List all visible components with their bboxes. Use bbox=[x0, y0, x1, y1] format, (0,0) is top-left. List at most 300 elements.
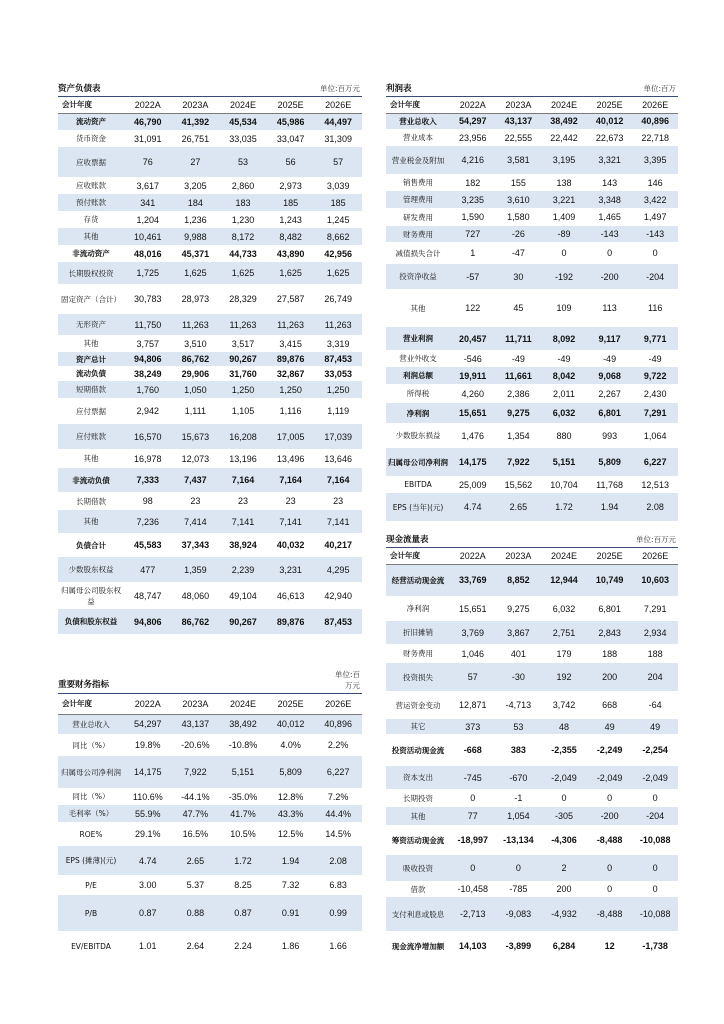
row-value: 45,371 bbox=[181, 248, 210, 259]
row-value: -668 bbox=[463, 745, 482, 755]
table-row bbox=[58, 130, 362, 147]
row-value: -2,254 bbox=[642, 745, 668, 755]
row-value: -745 bbox=[463, 772, 482, 783]
row-value: 0 bbox=[515, 863, 521, 873]
row-value: 10.5% bbox=[230, 829, 256, 839]
table-row bbox=[58, 147, 362, 177]
table-row bbox=[386, 174, 678, 191]
row-value: 200 bbox=[556, 884, 572, 894]
row-label: 筹资活动现金流 bbox=[391, 835, 445, 845]
row-value: 1,497 bbox=[643, 212, 667, 222]
row-value: 1,243 bbox=[279, 214, 302, 225]
table-row bbox=[386, 789, 678, 807]
row-label: 少数股东损益 bbox=[395, 431, 441, 440]
row-value: 19,911 bbox=[459, 370, 487, 381]
table-row bbox=[58, 381, 362, 398]
row-value: 1 bbox=[470, 248, 476, 258]
row-value: 2,942 bbox=[136, 406, 160, 416]
row-value: 7.32 bbox=[281, 880, 300, 890]
row-value: -20.6% bbox=[181, 740, 210, 750]
row-value: 7,414 bbox=[184, 516, 207, 527]
row-value: 5,809 bbox=[598, 457, 621, 467]
row-value: 1,204 bbox=[136, 214, 160, 225]
header-year: 2024E bbox=[550, 99, 577, 110]
row-value: 2.24 bbox=[234, 941, 252, 951]
row-value: 33,053 bbox=[324, 368, 352, 379]
row-label: 应收账款 bbox=[76, 181, 106, 190]
row-value: -10,458 bbox=[457, 884, 489, 894]
row-value: 0 bbox=[607, 248, 613, 258]
row-value: 0.87 bbox=[234, 908, 252, 918]
row-value: 1,580 bbox=[507, 212, 530, 222]
row-label: 其他 bbox=[83, 517, 99, 526]
row-value: 1,359 bbox=[184, 564, 207, 575]
row-value: 94,806 bbox=[134, 354, 162, 364]
row-value: -57 bbox=[466, 271, 480, 282]
table-row bbox=[386, 807, 678, 825]
header-year: 2024E bbox=[229, 99, 256, 110]
row-value: 15,651 bbox=[459, 408, 487, 418]
row-value: 185 bbox=[283, 197, 299, 208]
row-label: EPS (当年)(元) bbox=[392, 502, 444, 512]
header-year: 2022A bbox=[459, 550, 486, 561]
row-value: 53 bbox=[237, 157, 248, 167]
row-value: -204 bbox=[646, 811, 665, 821]
row-value: 89,876 bbox=[276, 616, 305, 627]
row-value: 1,236 bbox=[184, 214, 207, 225]
row-value: -2,049 bbox=[551, 772, 577, 783]
table-row bbox=[58, 366, 362, 381]
row-value: 5,151 bbox=[552, 457, 576, 467]
row-label: 其它 bbox=[410, 722, 426, 731]
table-header-row bbox=[58, 694, 362, 714]
row-value: 28,329 bbox=[229, 294, 257, 304]
row-value: 22,718 bbox=[641, 132, 669, 143]
cash-flow-table bbox=[386, 548, 678, 961]
row-value: -35.0% bbox=[228, 791, 258, 802]
cash-flow-title: 现金流量表 bbox=[386, 535, 429, 545]
row-value: 3,039 bbox=[326, 180, 350, 191]
row-value: 0 bbox=[652, 863, 658, 873]
row-value: 993 bbox=[602, 430, 618, 441]
row-value: 41,392 bbox=[181, 116, 210, 127]
row-value: 30 bbox=[513, 271, 524, 282]
row-value: 46,790 bbox=[134, 116, 162, 127]
table-row bbox=[58, 468, 362, 492]
row-value: 188 bbox=[602, 648, 618, 659]
row-value: 0.99 bbox=[329, 908, 347, 918]
table-row bbox=[386, 403, 678, 423]
row-value: 9,275 bbox=[507, 603, 530, 614]
row-value: 98 bbox=[142, 496, 153, 506]
key-ratios-titlebar bbox=[58, 664, 362, 694]
table-row bbox=[58, 895, 362, 931]
row-value: 23 bbox=[190, 496, 201, 506]
table-row bbox=[58, 510, 362, 533]
table-row bbox=[386, 226, 678, 242]
row-value: -8,488 bbox=[596, 909, 623, 919]
table-row bbox=[386, 476, 678, 493]
row-label: 毛利率（%） bbox=[68, 809, 114, 818]
table-row bbox=[386, 621, 678, 644]
row-value: 7,236 bbox=[136, 516, 160, 527]
row-value: -3,899 bbox=[505, 941, 532, 951]
row-value: 8.25 bbox=[234, 880, 252, 890]
row-value: 3,422 bbox=[643, 194, 667, 205]
table-row bbox=[58, 314, 362, 335]
row-value: 27 bbox=[190, 157, 201, 167]
balance-sheet-panel bbox=[58, 80, 362, 634]
row-value: 0 bbox=[470, 793, 476, 803]
income-statement-unit: 单位:百万 bbox=[643, 84, 676, 93]
row-value: 1.72 bbox=[555, 502, 573, 512]
row-value: 1,064 bbox=[643, 430, 667, 441]
row-label: 短期借款 bbox=[76, 385, 106, 394]
table-row bbox=[386, 663, 678, 691]
row-value: 113 bbox=[602, 303, 617, 313]
row-value: -4,306 bbox=[551, 835, 577, 845]
row-label: EV/EBITDA bbox=[71, 941, 111, 951]
row-value: 7,164 bbox=[326, 475, 350, 485]
row-value: 2.08 bbox=[329, 855, 347, 866]
row-value: 0 bbox=[561, 248, 567, 258]
row-value: 3.00 bbox=[139, 880, 157, 890]
row-value: 54,297 bbox=[134, 719, 162, 730]
header-year: 2026E bbox=[642, 99, 669, 110]
row-value: 0 bbox=[470, 863, 476, 873]
row-value: 110.6% bbox=[132, 791, 163, 802]
row-value: 122 bbox=[465, 303, 481, 313]
row-value: 40,896 bbox=[324, 719, 352, 730]
row-value: 90,267 bbox=[229, 354, 257, 364]
header-year: 2025E bbox=[596, 99, 623, 110]
row-value: 3,235 bbox=[461, 194, 485, 205]
table-row bbox=[58, 492, 362, 510]
row-label: 无形资产 bbox=[76, 320, 106, 329]
table-row bbox=[386, 113, 678, 129]
row-label: 少数股东权益 bbox=[68, 565, 114, 574]
row-label: 净利润 bbox=[406, 604, 430, 613]
row-value: 89,876 bbox=[276, 354, 305, 364]
row-value: 48 bbox=[558, 721, 569, 732]
row-value: -10,088 bbox=[639, 835, 671, 845]
row-value: 0.91 bbox=[281, 908, 300, 918]
row-value: 25,009 bbox=[459, 479, 487, 490]
row-value: 45,583 bbox=[134, 540, 162, 550]
row-value: 1,250 bbox=[326, 384, 350, 395]
row-value: 11,263 bbox=[324, 319, 352, 330]
table-row bbox=[58, 352, 362, 366]
table-row bbox=[386, 644, 678, 663]
row-value: -10.8% bbox=[228, 740, 258, 750]
row-label: 吸收投资 bbox=[403, 863, 433, 873]
row-label: 其他 bbox=[410, 303, 426, 313]
row-value: 40,012 bbox=[276, 719, 305, 730]
row-value: 38,924 bbox=[229, 540, 257, 550]
row-value: 7,164 bbox=[231, 475, 255, 485]
header-year: 2022A bbox=[134, 99, 161, 110]
row-value: 8,172 bbox=[231, 231, 255, 242]
table-row bbox=[58, 557, 362, 582]
header-year: 2023A bbox=[505, 99, 532, 110]
income-statement-table bbox=[386, 97, 678, 521]
row-value: -89 bbox=[557, 229, 571, 239]
row-value: 11,263 bbox=[229, 319, 257, 330]
row-value: 40,896 bbox=[641, 116, 669, 127]
row-label: 长期投资 bbox=[403, 793, 433, 803]
row-value: 40,032 bbox=[276, 540, 305, 550]
row-value: 2,386 bbox=[507, 388, 530, 399]
row-value: 1,625 bbox=[231, 268, 255, 278]
table-row bbox=[58, 788, 362, 805]
row-value: 1,050 bbox=[184, 384, 207, 395]
row-value: 5.37 bbox=[186, 880, 205, 890]
row-value: 7,437 bbox=[184, 475, 207, 485]
row-label: ROE% bbox=[79, 829, 103, 839]
row-value: 10,704 bbox=[550, 479, 578, 490]
table-row bbox=[58, 398, 362, 424]
row-label: 管理费用 bbox=[403, 195, 433, 204]
row-value: 2,430 bbox=[643, 388, 667, 399]
table-row bbox=[386, 264, 678, 289]
row-value: -49 bbox=[557, 353, 571, 364]
row-value: 15,673 bbox=[181, 431, 210, 442]
row-value: 87,453 bbox=[324, 616, 352, 627]
row-value: 12,871 bbox=[459, 700, 487, 710]
row-value: 40,012 bbox=[595, 116, 624, 127]
row-value: 1,409 bbox=[552, 212, 576, 222]
row-label: 应付账款 bbox=[76, 432, 106, 441]
table-row bbox=[58, 822, 362, 846]
row-label: 支付利息或股息 bbox=[391, 909, 445, 919]
row-value: 8,092 bbox=[552, 333, 576, 344]
row-value: 43,137 bbox=[181, 719, 210, 730]
row-value: 45 bbox=[513, 303, 524, 313]
row-value: 1,760 bbox=[136, 384, 160, 395]
row-value: 0.87 bbox=[139, 908, 157, 918]
row-value: 373 bbox=[465, 721, 481, 732]
table-row bbox=[58, 335, 362, 352]
row-value: 4,295 bbox=[326, 564, 350, 575]
row-value: 1,116 bbox=[279, 406, 302, 416]
row-value: 341 bbox=[140, 197, 156, 208]
table-row bbox=[58, 262, 362, 284]
row-value: 46,613 bbox=[276, 590, 305, 601]
row-label: 净利润 bbox=[406, 408, 430, 418]
row-label: 营业总收入 bbox=[399, 116, 437, 126]
row-label: 流动资产 bbox=[76, 117, 106, 127]
header-year: 2026E bbox=[325, 99, 352, 110]
row-value: 0 bbox=[607, 863, 613, 873]
header-year: 2022A bbox=[459, 99, 486, 110]
row-label: 负债和股东权益 bbox=[64, 617, 118, 626]
header-year: 2023A bbox=[182, 99, 209, 110]
row-value: 7,922 bbox=[507, 457, 530, 467]
row-value: 1,250 bbox=[231, 384, 255, 395]
row-value: 11,263 bbox=[277, 319, 304, 330]
row-value: 179 bbox=[556, 648, 572, 659]
table-row bbox=[58, 714, 362, 734]
row-value: 1,625 bbox=[326, 268, 350, 278]
row-value: 183 bbox=[235, 197, 251, 208]
row-value: -8,488 bbox=[596, 835, 623, 845]
table-row bbox=[58, 609, 362, 634]
row-value: 33,047 bbox=[276, 133, 305, 144]
table-row bbox=[58, 449, 362, 468]
row-value: -30 bbox=[511, 672, 525, 682]
table-row bbox=[386, 191, 678, 208]
row-label: 非流动资产 bbox=[72, 249, 110, 258]
table-row bbox=[58, 194, 362, 211]
row-value: 11,750 bbox=[134, 319, 162, 330]
table-row bbox=[386, 596, 678, 621]
row-value: 3,757 bbox=[136, 338, 160, 349]
row-value: 182 bbox=[465, 177, 481, 188]
row-value: 16,570 bbox=[134, 431, 162, 442]
table-row bbox=[386, 146, 678, 174]
row-value: -1 bbox=[514, 793, 523, 803]
table-row bbox=[58, 846, 362, 875]
row-value: 23 bbox=[333, 496, 344, 506]
row-value: 2,843 bbox=[598, 627, 621, 638]
row-value: 12,513 bbox=[641, 479, 669, 490]
row-value: 8,662 bbox=[326, 231, 350, 242]
row-value: 56 bbox=[285, 157, 296, 167]
row-label: 减值损失合计 bbox=[395, 248, 441, 258]
row-value: 3,395 bbox=[643, 155, 667, 165]
row-value: 14,175 bbox=[459, 457, 487, 467]
row-value: 3,195 bbox=[552, 155, 576, 165]
row-value: 188 bbox=[647, 648, 663, 659]
row-value: 11,661 bbox=[504, 370, 532, 381]
income-statement-panel bbox=[386, 80, 678, 521]
balance-sheet-table bbox=[58, 97, 362, 634]
row-value: 383 bbox=[510, 745, 526, 755]
row-value: 16,208 bbox=[229, 431, 257, 442]
row-value: 1,354 bbox=[507, 430, 530, 441]
row-value: 22,555 bbox=[504, 132, 533, 143]
row-label: 非流动负债 bbox=[72, 475, 110, 485]
header-year: 2025E bbox=[596, 550, 623, 561]
table-row bbox=[58, 211, 362, 228]
row-value: 23,956 bbox=[459, 132, 487, 143]
row-value: 45,534 bbox=[229, 116, 257, 127]
row-value: 31,760 bbox=[229, 368, 257, 379]
row-value: 38,492 bbox=[229, 719, 257, 730]
row-label: 归属母公司股东权益 bbox=[61, 585, 121, 606]
row-value: 15,651 bbox=[459, 603, 487, 614]
row-label: 货币资金 bbox=[76, 134, 106, 143]
row-value: 28,973 bbox=[181, 294, 210, 304]
row-value: 200 bbox=[602, 672, 618, 682]
row-value: 6,032 bbox=[552, 408, 576, 418]
row-value: -143 bbox=[646, 229, 665, 239]
row-value: 44.4% bbox=[325, 808, 351, 819]
table-header-row bbox=[58, 97, 362, 113]
row-value: 9,068 bbox=[598, 370, 621, 381]
table-row bbox=[386, 384, 678, 403]
row-value: 48,747 bbox=[134, 590, 162, 601]
table-row bbox=[386, 855, 678, 881]
row-value: -2,249 bbox=[596, 745, 623, 755]
table-row bbox=[58, 533, 362, 557]
row-value: 10,461 bbox=[134, 231, 162, 242]
row-value: 5,809 bbox=[279, 767, 302, 777]
header-year: 2022A bbox=[134, 698, 161, 709]
row-value: 1,476 bbox=[461, 430, 485, 441]
row-value: 184 bbox=[187, 197, 203, 208]
row-label: 财务费用 bbox=[403, 649, 433, 658]
row-value: 15,562 bbox=[504, 479, 533, 490]
table-row bbox=[58, 245, 362, 262]
row-value: 0 bbox=[561, 793, 567, 803]
row-value: 90,267 bbox=[229, 616, 257, 627]
header-label: 会计年度 bbox=[62, 699, 92, 709]
row-value: 13,496 bbox=[276, 453, 305, 464]
row-label: EBITDA bbox=[404, 480, 432, 489]
row-value: 6.83 bbox=[329, 880, 347, 890]
row-label: 存货 bbox=[83, 215, 99, 224]
row-value: -2,713 bbox=[460, 909, 486, 919]
row-value: -785 bbox=[509, 884, 528, 894]
table-row bbox=[58, 113, 362, 130]
row-value: 7,922 bbox=[184, 767, 207, 777]
row-value: 22,442 bbox=[550, 132, 578, 143]
row-value: 55.9% bbox=[135, 808, 161, 819]
row-value: 40,217 bbox=[324, 540, 352, 550]
row-value: 9,771 bbox=[643, 333, 667, 344]
row-label: 其他 bbox=[83, 454, 99, 463]
row-value: 1,250 bbox=[279, 384, 302, 395]
row-value: 11,768 bbox=[596, 479, 623, 490]
table-row bbox=[386, 564, 678, 596]
row-value: 6,801 bbox=[598, 408, 621, 418]
row-value: -2,049 bbox=[642, 772, 668, 783]
row-label: 应付票据 bbox=[76, 406, 106, 416]
row-label: 其他 bbox=[410, 811, 426, 821]
row-label: 折旧摊销 bbox=[403, 628, 433, 637]
row-value: -4,932 bbox=[551, 909, 577, 919]
row-value: 3,415 bbox=[279, 338, 302, 349]
row-value: 192 bbox=[556, 672, 572, 682]
row-label: 应收票据 bbox=[76, 157, 106, 167]
row-value: -9,083 bbox=[505, 909, 532, 919]
table-row bbox=[386, 734, 678, 766]
balance-sheet-title: 资产负债表 bbox=[58, 84, 101, 94]
row-value: 2,934 bbox=[643, 627, 667, 638]
row-value: 3,319 bbox=[326, 338, 350, 349]
row-value: 727 bbox=[465, 229, 481, 239]
row-label: 资本支出 bbox=[403, 773, 433, 782]
row-value: 43,137 bbox=[504, 116, 533, 127]
row-value: 9,988 bbox=[184, 231, 207, 242]
row-value: 45,986 bbox=[276, 116, 305, 127]
row-value: 6,032 bbox=[552, 603, 576, 614]
row-value: 3,348 bbox=[598, 194, 621, 205]
row-value: 0 bbox=[652, 884, 658, 894]
row-value: -49 bbox=[648, 353, 662, 364]
row-value: 0 bbox=[607, 884, 613, 894]
row-value: 146 bbox=[647, 177, 663, 188]
row-value: -305 bbox=[554, 811, 573, 821]
row-value: 48,016 bbox=[134, 248, 162, 259]
row-value: 3,867 bbox=[507, 627, 530, 638]
row-label: 营业利润 bbox=[403, 334, 433, 343]
row-label: 长期借款 bbox=[76, 496, 106, 506]
row-label: EPS (摊薄)(元) bbox=[65, 856, 117, 865]
row-value: 2,011 bbox=[553, 388, 575, 399]
row-value: 3,610 bbox=[507, 194, 530, 205]
